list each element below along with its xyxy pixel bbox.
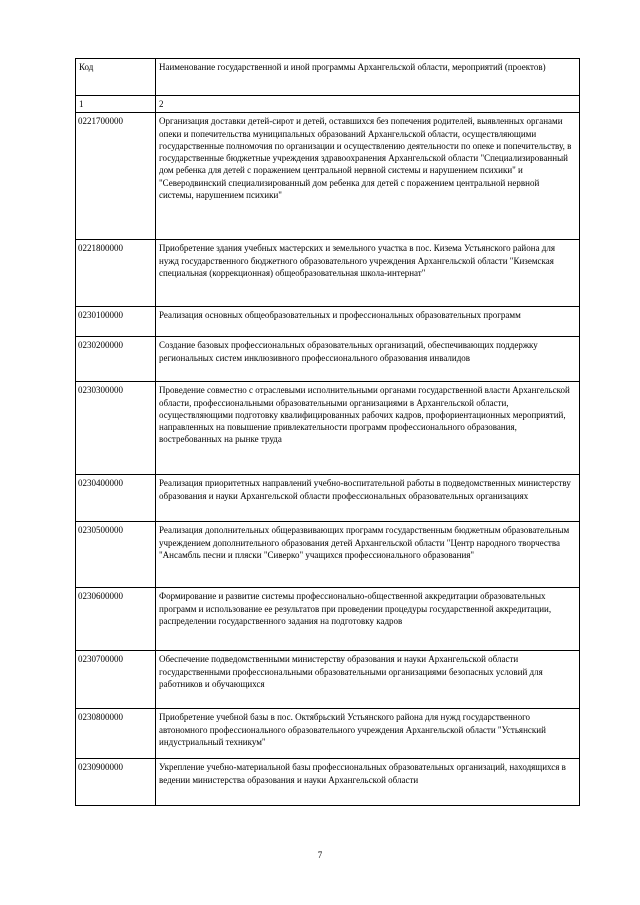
header-code: Код [76,59,156,96]
row-code: 0230900000 [76,759,156,806]
row-code: 0230800000 [76,709,156,759]
row-code: 0230300000 [76,382,156,475]
table-row [76,382,580,475]
row-code: 0230400000 [76,475,156,522]
row-code: 0230700000 [76,651,156,709]
row-name: Обеспечение подведомственными министерству образования и науки Архангельской области государственными профессиональными образовательными организациями безопасных условий для работников и обучающихся [156,651,580,709]
table-row [76,337,580,382]
row-name: Проведение совместно с отраслевыми исполнительными органами государственной власти Архангельской области, профессиональными образовательными организациями в Архангельской области, осуществляющими подготовку квалифицированных рабочих кадров, профориентационных мероприятий, направленных на повышение привлекательности программ профессионального образования, востребованных на рынке труда [156,382,580,475]
column-number-code: 1 [76,96,156,113]
row-name: Приобретение здания учебных мастерских и земельного участка в пос. Кизема Устьянского района для нужд государственного бюджетного образовательного учреждения Архангельской области "Киземская специальная (коррекционная) общеобразовательная школа-интернат" [156,240,580,307]
row-name: Создание базовых профессиональных образовательных организаций, обеспечивающих поддержку региональных систем инклюзивного профессионального образования инвалидов [156,337,580,382]
table-row [76,307,580,337]
table-row [76,240,580,307]
row-name: Формирование и развитие системы профессионально-общественной аккредитации образовательных программ и использование ее результатов при проведении процедуры государственной аккредитации, распределении государственного задания на подготовку кадров [156,588,580,651]
row-code: 0230600000 [76,588,156,651]
table-row [76,588,580,651]
row-name: Реализация приоритетных направлений учебно-воспитательной работы в подведомственных министерству образования и науки Архангельской области профессиональных образовательных организациях [156,475,580,522]
row-code: 0230100000 [76,307,156,337]
table-row [76,522,580,588]
row-code: 0230200000 [76,337,156,382]
column-number-name: 2 [156,96,580,113]
header-name: Наименование государственной и иной программы Архангельской области, мероприятий (проектов) [156,59,580,96]
row-code: 0230500000 [76,522,156,588]
row-name: Организация доставки детей-сирот и детей, оставшихся без попечения родителей, выявленных органами опеки и попечительства муниципальных образований Архангельской области, осуществляющими государственные полномочия по организации и осуществлению деятельности по опеке и попечительству, в государственные бюджетные учреждения здравоохранения Архангельской области "Специализированный дом ребенка для детей с поражением центральной нервной системы и нарушением психики" и "Северодвинский специализированный дом ребенка для детей с поражением центральной нервной системы, нарушением психики" [156,113,580,240]
program-table [75,58,580,806]
row-name: Реализация дополнительных общеразвивающих программ государственным бюджетным образовательным учреждением дополнительного образования детей Архангельской области "Центр народного творчества "Ансамбль песни и пляски "Сиверко" учащихся профессионального образования" [156,522,580,588]
table-row [76,709,580,759]
table-row [76,651,580,709]
row-code: 0221700000 [76,113,156,240]
table-row [76,759,580,806]
row-name: Реализация основных общеобразовательных и профессиональных образовательных программ [156,307,580,337]
page-number: 7 [317,850,323,860]
row-name: Укрепление учебно-материальной базы профессиональных образовательных организаций, находящихся в ведении министерства образования и науки Архангельской области [156,759,580,806]
row-name: Приобретение учебной базы в пос. Октябрьский Устьянского района для нужд государственного автономного профессионального образовательного учреждения Архангельской области "Устьянский индустриальный техникум" [156,709,580,759]
row-code: 0221800000 [76,240,156,307]
table-row [76,475,580,522]
table-header-row [76,59,580,96]
table-row [76,113,580,240]
column-number-row [76,96,580,113]
